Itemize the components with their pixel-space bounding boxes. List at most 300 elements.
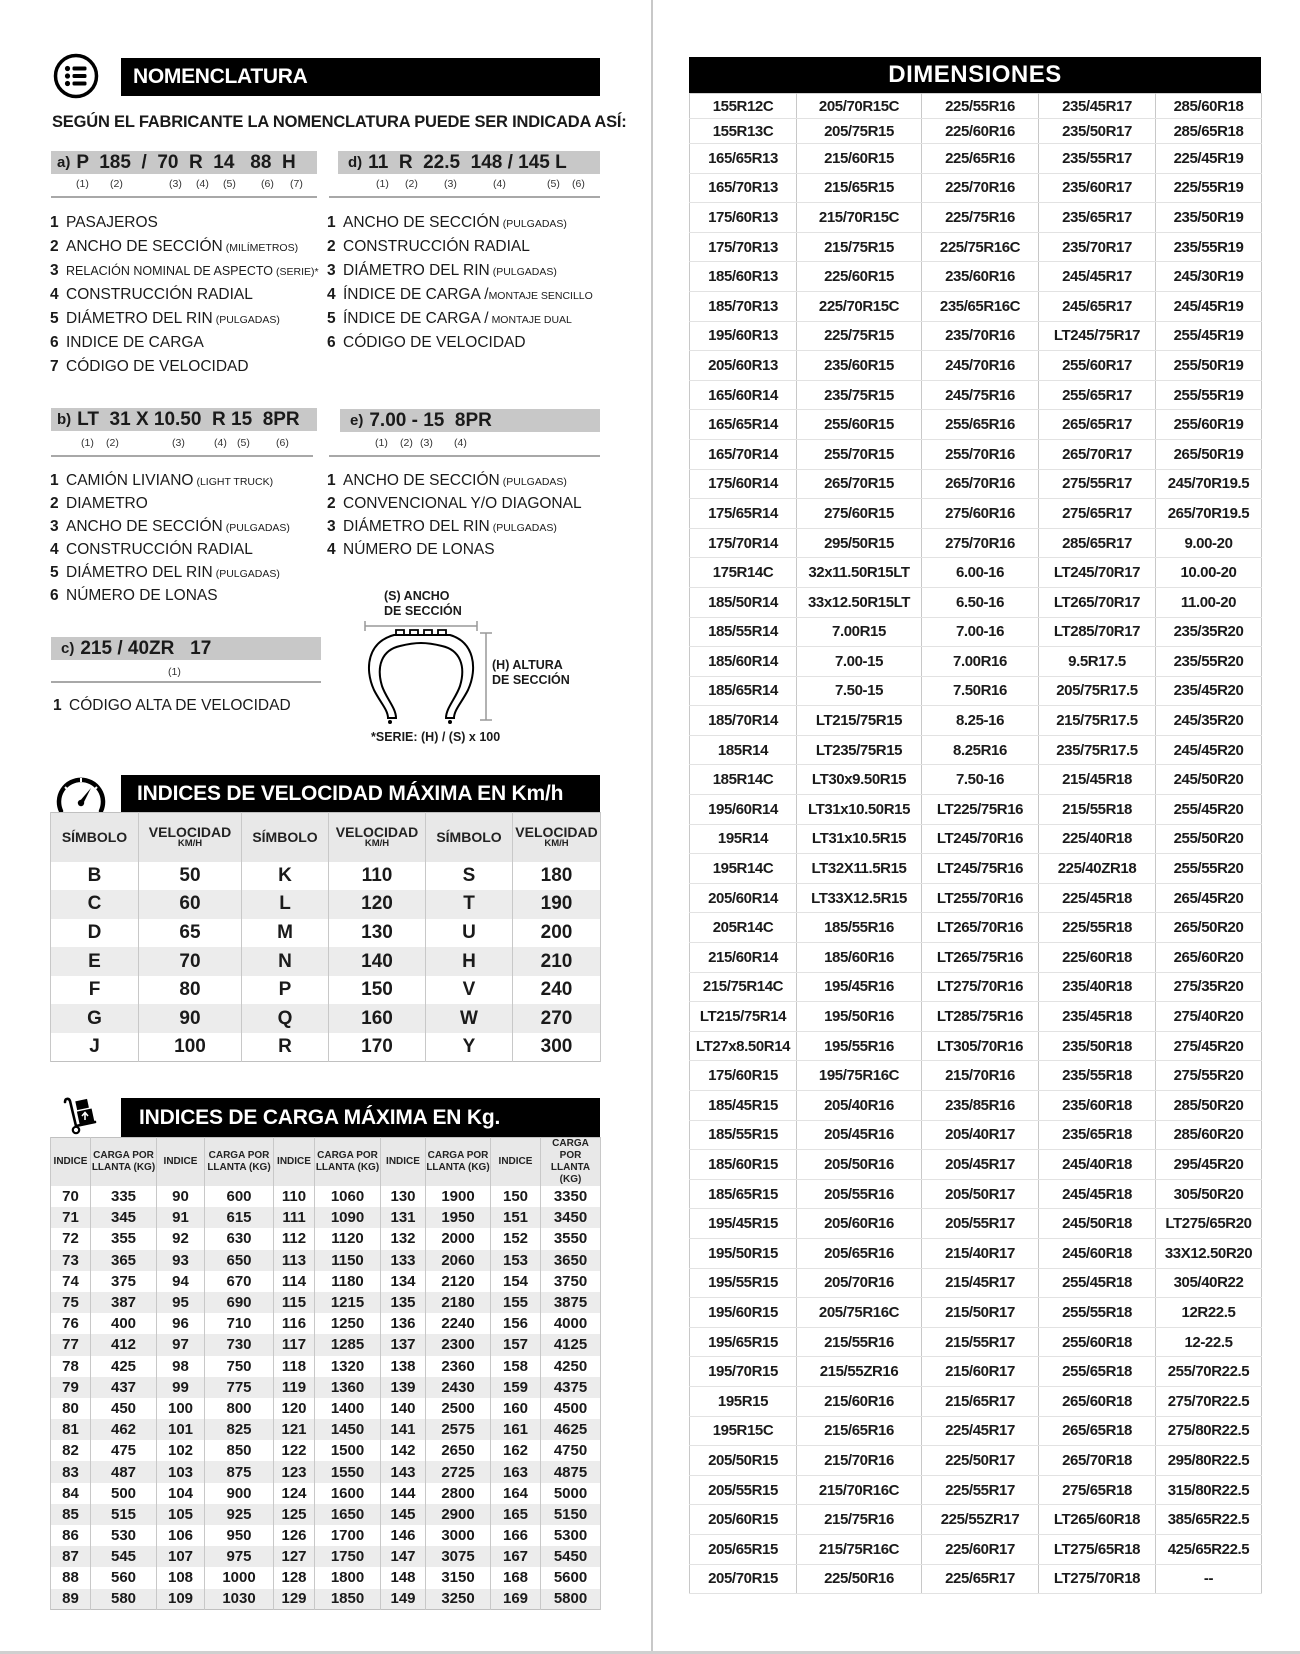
- table-cell: 185/55R16: [797, 913, 922, 943]
- table-cell: 168: [491, 1567, 541, 1588]
- table-cell: 180: [513, 862, 601, 891]
- item-number: 3: [327, 518, 336, 535]
- table-cell: 1850: [315, 1589, 381, 1610]
- table-cell: LT215/75R14: [690, 1002, 797, 1032]
- table-cell: 265/70R15: [797, 469, 922, 499]
- table-cell: 7.00R15: [797, 617, 922, 647]
- code-text: 7.00 - 15 8PR: [369, 409, 492, 431]
- table-cell: 127: [274, 1546, 315, 1567]
- table-cell: 305/50R20: [1156, 1179, 1262, 1209]
- table-cell: 690: [205, 1292, 274, 1313]
- item-number: 3: [327, 262, 336, 279]
- table-cell: 975: [205, 1546, 274, 1567]
- table-cell: 195/60R14: [690, 795, 797, 825]
- item-number: 2: [327, 495, 336, 512]
- table-cell: 195/60R15: [690, 1298, 797, 1328]
- table-row: [690, 1534, 1262, 1564]
- table-cell: 94: [157, 1271, 205, 1292]
- table-cell: 630: [205, 1228, 274, 1249]
- code-text: P 185 / 70 R 14 88 H: [76, 151, 296, 173]
- table-cell: 87: [51, 1546, 91, 1567]
- table-cell: 123: [274, 1461, 315, 1482]
- table-row: [690, 232, 1262, 262]
- table-cell: 215/55R16: [797, 1327, 922, 1357]
- table-row: [51, 1525, 601, 1546]
- part-label: (1): [168, 666, 181, 678]
- table-cell: 195/50R16: [797, 1002, 922, 1032]
- table-cell: 800: [205, 1398, 274, 1419]
- table-cell: 2240: [426, 1313, 491, 1334]
- table-cell: 235/65R16C: [922, 291, 1039, 321]
- table-cell: 225/65R17: [922, 1564, 1039, 1594]
- table-cell: 225/40ZR18: [1039, 854, 1156, 884]
- part-label: (6): [276, 437, 289, 449]
- table-cell: 85: [51, 1504, 91, 1525]
- table-cell: 125: [274, 1504, 315, 1525]
- code-letter: c): [61, 640, 75, 657]
- part-label: (2): [110, 178, 123, 190]
- table-row: [690, 1298, 1262, 1328]
- table-cell: 265/50R20: [1156, 913, 1262, 943]
- table-cell: E: [51, 947, 139, 976]
- table-cell: 245/35R20: [1156, 706, 1262, 736]
- table-cell: 4500: [541, 1398, 601, 1419]
- page-divider: [651, 0, 653, 1654]
- table-cell: 6.00-16: [922, 558, 1039, 588]
- carga-header: [121, 1098, 600, 1137]
- table-cell: 11.00-20: [1156, 587, 1262, 617]
- carga-title: INDICES DE CARGA MÁXIMA EN Kg.: [139, 1105, 501, 1129]
- table-cell: 205/55R15: [690, 1475, 797, 1505]
- table-cell: 475: [91, 1440, 157, 1461]
- table-cell: W: [426, 1004, 513, 1033]
- table-cell: 255/55R18: [1039, 1298, 1156, 1328]
- table-cell: V: [426, 976, 513, 1005]
- table-cell: 152: [491, 1228, 541, 1249]
- part-label: (6): [572, 178, 585, 190]
- table-cell: F: [51, 976, 139, 1005]
- table-cell: 77: [51, 1334, 91, 1355]
- table-cell: 93: [157, 1250, 205, 1271]
- table-cell: 240: [513, 976, 601, 1005]
- table-cell: 255/70R15: [797, 439, 922, 469]
- table-row: [690, 1209, 1262, 1239]
- table-cell: H: [426, 947, 513, 976]
- table-cell: 143: [381, 1461, 426, 1482]
- column-header: SÍMBOLO: [426, 813, 513, 862]
- table-row: [690, 765, 1262, 795]
- table-cell: 84: [51, 1483, 91, 1504]
- table-cell: 175/70R14: [690, 528, 797, 558]
- table-cell: 70: [51, 1186, 91, 1207]
- table-cell: 74: [51, 1271, 91, 1292]
- table-cell: 144: [381, 1483, 426, 1504]
- table-row: [690, 943, 1262, 973]
- part-label: (4): [214, 437, 227, 449]
- table-cell: 175/60R15: [690, 1061, 797, 1091]
- table-cell: 1250: [315, 1313, 381, 1334]
- table-cell: 215/70R16: [922, 1061, 1039, 1091]
- table-cell: 88: [51, 1567, 91, 1588]
- table-cell: 215/60R17: [922, 1357, 1039, 1387]
- table-cell: 3750: [541, 1271, 601, 1292]
- table-cell: Q: [242, 1004, 329, 1033]
- width-label-line1: (S) ANCHO: [384, 589, 450, 603]
- item-number: 6: [50, 587, 59, 604]
- item-number: 5: [50, 310, 59, 327]
- column-header: INDICE: [491, 1138, 541, 1187]
- table-cell: 825: [205, 1419, 274, 1440]
- table-cell: 225/70R15C: [797, 291, 922, 321]
- table-cell: 500: [91, 1483, 157, 1504]
- table-cell: LT225/75R16: [922, 795, 1039, 825]
- table-cell: 270: [513, 1004, 601, 1033]
- table-cell: 255/65R18: [1039, 1357, 1156, 1387]
- table-cell: 165/65R13: [690, 144, 797, 174]
- table-cell: 104: [157, 1483, 205, 1504]
- divider-line: [329, 196, 600, 198]
- table-cell: 315/80R22.5: [1156, 1475, 1262, 1505]
- table-cell: 205/60R15: [690, 1505, 797, 1535]
- table-row: [690, 1238, 1262, 1268]
- table-cell: 235/55R19: [1156, 232, 1262, 262]
- table-cell: 60: [139, 890, 242, 919]
- table-cell: 185/60R14: [690, 647, 797, 677]
- table-cell: 235/85R16: [922, 1091, 1039, 1121]
- table-cell: 205/65R16: [797, 1238, 922, 1268]
- code-letter: b): [57, 411, 72, 428]
- table-cell: 205/70R15: [690, 1564, 797, 1594]
- table-cell: 235/55R18: [1039, 1061, 1156, 1091]
- code-parts-b: [51, 437, 317, 451]
- table-row: [690, 262, 1262, 292]
- table-cell: 121: [274, 1419, 315, 1440]
- table-row: [690, 1564, 1262, 1594]
- table-cell: 215/75R15: [797, 232, 922, 262]
- table-cell: 9.00-20: [1156, 528, 1262, 558]
- table-cell: 245/75R16: [922, 380, 1039, 410]
- table-cell: LT31x10.50R15: [797, 795, 922, 825]
- table-cell: 195/50R15: [690, 1238, 797, 1268]
- table-cell: 116: [274, 1313, 315, 1334]
- table-cell: 75: [51, 1292, 91, 1313]
- table-row: [690, 1061, 1262, 1091]
- table-cell: 185R14: [690, 735, 797, 765]
- table-cell: 50: [139, 862, 242, 891]
- table-row: [690, 1357, 1262, 1387]
- item-number: 5: [327, 310, 336, 327]
- tire-cross-section-icon: [360, 620, 500, 725]
- table-cell: 600: [205, 1186, 274, 1207]
- item-note: (PULGADAS): [492, 266, 557, 278]
- table-cell: 215/75R14C: [690, 972, 797, 1002]
- table-cell: 235/45R17: [1039, 94, 1156, 119]
- table-cell: 275/70R16: [922, 528, 1039, 558]
- table-cell: 730: [205, 1334, 274, 1355]
- table-cell: 205/50R17: [922, 1179, 1039, 1209]
- code-letter: d): [348, 154, 363, 171]
- table-cell: 215/55ZR16: [797, 1357, 922, 1387]
- table-cell: B: [51, 862, 139, 891]
- table-cell: 108: [157, 1567, 205, 1588]
- table-cell: 170: [329, 1033, 426, 1062]
- table-cell: 265/65R18: [1039, 1416, 1156, 1446]
- table-cell: 265/70R19.5: [1156, 499, 1262, 529]
- code-parts-a: [51, 178, 317, 192]
- code-example-e: [340, 409, 600, 432]
- table-cell: 185/60R13: [690, 262, 797, 292]
- table-cell: 225/60R16: [922, 119, 1039, 144]
- column-header: CARGA POR LLANTA (KG): [541, 1138, 601, 1187]
- divider-line: [51, 196, 317, 198]
- item-number: 2: [327, 238, 336, 255]
- table-cell: 275/80R22.5: [1156, 1416, 1262, 1446]
- column-header: INDICE: [157, 1138, 205, 1187]
- table-cell: 710: [205, 1313, 274, 1334]
- item-number: 2: [50, 495, 59, 512]
- table-cell: 2120: [426, 1271, 491, 1292]
- table-cell: LT215/75R15: [797, 706, 922, 736]
- table-cell: 205R14C: [690, 913, 797, 943]
- table-cell: 245/50R20: [1156, 765, 1262, 795]
- item-number: 2: [50, 238, 59, 255]
- table-cell: 215/45R17: [922, 1268, 1039, 1298]
- item-number: 7: [50, 358, 59, 375]
- table-cell: 375: [91, 1271, 157, 1292]
- table-cell: 215/60R14: [690, 943, 797, 973]
- table-row: [690, 380, 1262, 410]
- table-cell: 2800: [426, 1483, 491, 1504]
- table-cell: 205/70R16: [797, 1268, 922, 1298]
- divider-line: [51, 681, 321, 683]
- table-cell: 387: [91, 1292, 157, 1313]
- table-row: [51, 1292, 601, 1313]
- table-cell: 165/70R13: [690, 173, 797, 203]
- table-cell: R: [242, 1033, 329, 1062]
- table-row: [690, 469, 1262, 499]
- table-row: [51, 1033, 601, 1062]
- table-cell: 950: [205, 1525, 274, 1546]
- table-cell: 265/60R20: [1156, 943, 1262, 973]
- table-cell: 245/45R18: [1039, 1179, 1156, 1209]
- table-cell: 275/60R16: [922, 499, 1039, 529]
- table-cell: 2575: [426, 1419, 491, 1440]
- table-cell: LT265/70R16: [922, 913, 1039, 943]
- item-number: 3: [50, 262, 59, 279]
- column-header: INDICE: [51, 1138, 91, 1187]
- table-cell: 7.00R16: [922, 647, 1039, 677]
- table-cell: LT265/60R18: [1039, 1505, 1156, 1535]
- part-label: (5): [547, 178, 560, 190]
- table-cell: 215/70R15C: [797, 203, 922, 233]
- table-cell: 195/45R15: [690, 1209, 797, 1239]
- table-cell: 185/70R14: [690, 706, 797, 736]
- velocidad-title: INDICES DE VELOCIDAD MÁXIMA EN Km/h: [137, 781, 564, 805]
- table-cell: 245/30R19: [1156, 262, 1262, 292]
- part-label: (1): [81, 437, 94, 449]
- table-cell: 1320: [315, 1356, 381, 1377]
- item-note: (PULGADAS): [502, 476, 567, 488]
- table-cell: 150: [491, 1186, 541, 1207]
- table-cell: 245/70R16: [922, 351, 1039, 381]
- table-row: [51, 1250, 601, 1271]
- table-cell: 33x12.50R15LT: [797, 587, 922, 617]
- table-cell: 412: [91, 1334, 157, 1355]
- table-cell: 4000: [541, 1313, 601, 1334]
- table-cell: 1450: [315, 1419, 381, 1440]
- item-number: 4: [50, 541, 59, 558]
- table-row: [690, 647, 1262, 677]
- table-cell: 235/60R18: [1039, 1091, 1156, 1121]
- table-cell: 185/65R14: [690, 676, 797, 706]
- table-cell: 190: [513, 890, 601, 919]
- table-cell: 3150: [426, 1567, 491, 1588]
- item-note: MONTAJE DUAL: [491, 314, 572, 326]
- table-cell: 136: [381, 1313, 426, 1334]
- table-cell: 165: [491, 1504, 541, 1525]
- part-label: (3): [444, 178, 457, 190]
- table-cell: 245/50R18: [1039, 1209, 1156, 1239]
- table-cell: 101: [157, 1419, 205, 1440]
- table-cell: 225/45R17: [922, 1416, 1039, 1446]
- table-cell: 106: [157, 1525, 205, 1546]
- table-cell: 175R14C: [690, 558, 797, 588]
- table-cell: 300: [513, 1033, 601, 1062]
- table-cell: 245/70R19.5: [1156, 469, 1262, 499]
- table-cell: 225/55R17: [922, 1475, 1039, 1505]
- table-cell: 149: [381, 1589, 426, 1610]
- table-cell: 175/60R13: [690, 203, 797, 233]
- code-example-a: [51, 151, 317, 174]
- table-cell: 5150: [541, 1504, 601, 1525]
- table-cell: 120: [274, 1398, 315, 1419]
- table-cell: 225/50R16: [797, 1564, 922, 1594]
- table-cell: 235/65R17: [1039, 203, 1156, 233]
- item-note: (PULGADAS): [225, 522, 290, 534]
- table-cell: 155R12C: [690, 94, 797, 119]
- part-label: (3): [169, 178, 182, 190]
- item-number: 3: [50, 518, 59, 535]
- table-row: [51, 1271, 601, 1292]
- table-cell: 92: [157, 1228, 205, 1249]
- table-cell: 97: [157, 1334, 205, 1355]
- table-cell: K: [242, 862, 329, 891]
- table-cell: 138: [381, 1356, 426, 1377]
- table-cell: 225/65R16: [922, 144, 1039, 174]
- table-cell: 205/60R13: [690, 351, 797, 381]
- hand-truck-icon: [62, 1096, 98, 1136]
- item-note: (LIGHT TRUCK): [196, 476, 274, 488]
- table-cell: 165/70R14: [690, 439, 797, 469]
- table-cell: 235/60R16: [922, 262, 1039, 292]
- item-number: 1: [53, 697, 62, 714]
- table-cell: 76: [51, 1313, 91, 1334]
- table-cell: 200: [513, 919, 601, 948]
- table-cell: 98: [157, 1356, 205, 1377]
- table-cell: LT275/70R16: [922, 972, 1039, 1002]
- table-cell: 295/45R20: [1156, 1150, 1262, 1180]
- table-cell: 215/65R17: [922, 1386, 1039, 1416]
- table-cell: 5300: [541, 1525, 601, 1546]
- table-cell: 205/55R16: [797, 1179, 922, 1209]
- item-note: (MILÍMETROS): [225, 242, 299, 254]
- table-cell: 235/55R20: [1156, 647, 1262, 677]
- nomenclatura-intro: SEGÚN EL FABRICANTE LA NOMENCLATURA PUEDE SER INDICADA ASÍ:: [52, 113, 627, 131]
- table-cell: 103: [157, 1461, 205, 1482]
- table-cell: 4125: [541, 1334, 601, 1355]
- table-cell: 1700: [315, 1525, 381, 1546]
- table-cell: 2430: [426, 1377, 491, 1398]
- table-cell: LT245/70R16: [922, 824, 1039, 854]
- table-cell: T: [426, 890, 513, 919]
- table-cell: 90: [139, 1004, 242, 1033]
- table-cell: 141: [381, 1419, 426, 1440]
- code-example-c: [51, 637, 321, 660]
- table-cell: LT31x10.5R15: [797, 824, 922, 854]
- column-header: CARGA POR LLANTA (KG): [91, 1138, 157, 1187]
- column-header: CARGA POR LLANTA (KG): [315, 1138, 381, 1187]
- item-note: (SERIE)*: [276, 266, 319, 278]
- table-cell: 3075: [426, 1546, 491, 1567]
- table-cell: 157: [491, 1334, 541, 1355]
- table-row: [690, 824, 1262, 854]
- table-cell: 285/65R18: [1156, 119, 1262, 144]
- table-row: [51, 919, 601, 948]
- table-header-row: [51, 1138, 601, 1187]
- table-cell: 134: [381, 1271, 426, 1292]
- table-cell: 265/70R18: [1039, 1446, 1156, 1476]
- table-cell: 255/45R18: [1039, 1268, 1156, 1298]
- item-number: 1: [50, 214, 59, 231]
- dimensiones-header: [689, 57, 1261, 93]
- table-cell: 163: [491, 1461, 541, 1482]
- table-cell: LT275/65R20: [1156, 1209, 1262, 1239]
- table-cell: 79: [51, 1377, 91, 1398]
- table-cell: 100: [157, 1398, 205, 1419]
- table-row: [690, 499, 1262, 529]
- table-cell: 2900: [426, 1504, 491, 1525]
- table-cell: 1900: [426, 1186, 491, 1207]
- table-cell: 10.00-20: [1156, 558, 1262, 588]
- table-cell: 154: [491, 1271, 541, 1292]
- table-cell: 89: [51, 1589, 91, 1610]
- table-cell: 285/50R20: [1156, 1091, 1262, 1121]
- table-cell: 90: [157, 1186, 205, 1207]
- table-cell: 215/50R17: [922, 1298, 1039, 1328]
- table-cell: 145: [381, 1504, 426, 1525]
- table-cell: 580: [91, 1589, 157, 1610]
- table-row: [51, 976, 601, 1005]
- table-cell: 117: [274, 1334, 315, 1355]
- table-cell: 78: [51, 1356, 91, 1377]
- table-row: [51, 1398, 601, 1419]
- item-number: 4: [327, 286, 336, 303]
- dimensiones-title: DIMENSIONES: [888, 61, 1062, 88]
- table-cell: 275/40R20: [1156, 1002, 1262, 1032]
- table-row: [690, 972, 1262, 1002]
- table-cell: 96: [157, 1313, 205, 1334]
- table-cell: 4875: [541, 1461, 601, 1482]
- table-cell: LT27x8.50R14: [690, 1031, 797, 1061]
- item-text: CONSTRUCCIÓN RADIAL: [66, 541, 253, 558]
- table-cell: 275/55R20: [1156, 1061, 1262, 1091]
- column-header: CARGA POR LLANTA (KG): [205, 1138, 274, 1187]
- table-cell: 225/75R16C: [922, 232, 1039, 262]
- table-cell: 3000: [426, 1525, 491, 1546]
- table-cell: 235/75R15: [797, 380, 922, 410]
- table-cell: 130: [329, 919, 426, 948]
- table-cell: 205/50R15: [690, 1446, 797, 1476]
